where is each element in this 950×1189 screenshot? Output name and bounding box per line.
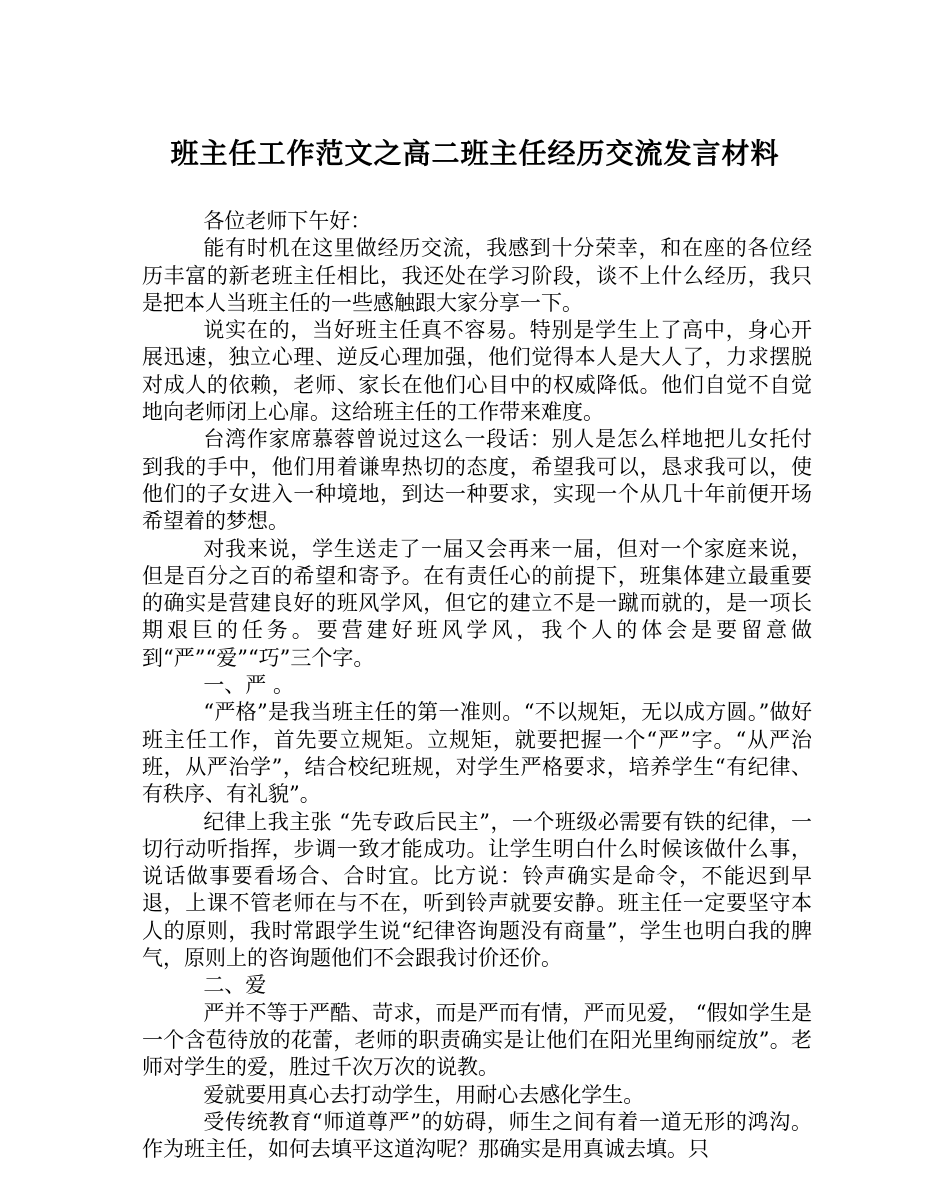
paragraph: 受传统教育“师道尊严”的妨碍，师生之间有着一道无形的鸿沟。作为班主任，如何去填平这道沟呢？那确实是用真诚去填。只 — [142, 1109, 812, 1162]
paragraph: 对我来说，学生送走了一届又会再来一届，但对一个家庭来说，但是百分之百的希望和寄予。在有责任心的前提下，班集体建立最重要的确实是营建良好的班风学风，但它的建立不是一蹴而就的，是一项长期艰巨的任务。要营建好班风学风，我个人的体会是要留意做到“严”“爱”“巧”三个字。 — [142, 536, 812, 670]
paragraph: 台湾作家席慕蓉曾说过这么一段话：别人是怎么样地把儿女托付到我的手中，他们用着谦卑热切的态度，希望我可以，恳求我可以，使他们的子女进入一种境地，到达一种要求，实现一个从几十年前便开场希望着的梦想。 — [142, 427, 812, 534]
paragraph: 爱就要用真心去打动学生，用耐心去感化学生。 — [203, 1082, 645, 1107]
paragraph: 能有时机在这里做经历交流，我感到十分荣幸，和在座的各位经历丰富的新老班主任相比，我还处在学习阶段，谈不上什么经历，我只是把本人当班主任的一些感触跟大家分享一下。 — [142, 236, 812, 315]
section-heading-strict: 一、严 。 — [203, 673, 294, 698]
paragraph: 说实在的，当好班主任真不容易。特别是学生上了高中，身心开展迅速，独立心理、逆反心理加强，他们觉得本人是大人了，力求摆脱对成人的依赖，老师、家长在他们心目中的权威降低。他们自觉不自觉地向老师闭上心扉。这给班主任的工作带来难度。 — [142, 318, 812, 425]
section-heading-love: 二、爱 — [203, 973, 267, 998]
document-body — [142, 208, 812, 1163]
paragraph-greeting: 各位老师下午好： — [203, 209, 372, 233]
paragraph: 严并不等于严酷、苛求，而是严而有情，严而见爱， “假如学生是一个含苞待放的花蕾，老师的职责确实是让他们在阳光里绚丽绽放”。老师对学生的爱，胜过千次万次的说教。 — [142, 1000, 812, 1080]
paragraph: “严格”是我当班主任的第一准则。“不以规矩，无以成方圆。”做好班主任工作，首先要立规矩。立规矩，就要把握一个“严”字。“从严治班，从严治学”，结合校纪班规，对学生严格要求，培养学生“有纪律、有秩序、有礼貌”。 — [142, 700, 812, 807]
document-title: 班主任工作范文之高二班主任经历交流发言材料 — [170, 137, 780, 170]
paragraph: 纪律上我主张 “先专政后民主”，一个班级必需要有铁的纪律，一切行动听指挥，步调一致才能成功。让学生明白什么时候该做什么事，说话做事要看场合、合时宜。比方说：铃声确实是命令，不能迟到早退，上课不管老师在与不在，听到铃声就要安静。班主任一定要坚守本人的原则，我时常跟学生说“纪律咨询题没有商量”，学生也明白我的脾气，原则上的咨询题他们不会跟我讨价还价。 — [142, 809, 812, 971]
